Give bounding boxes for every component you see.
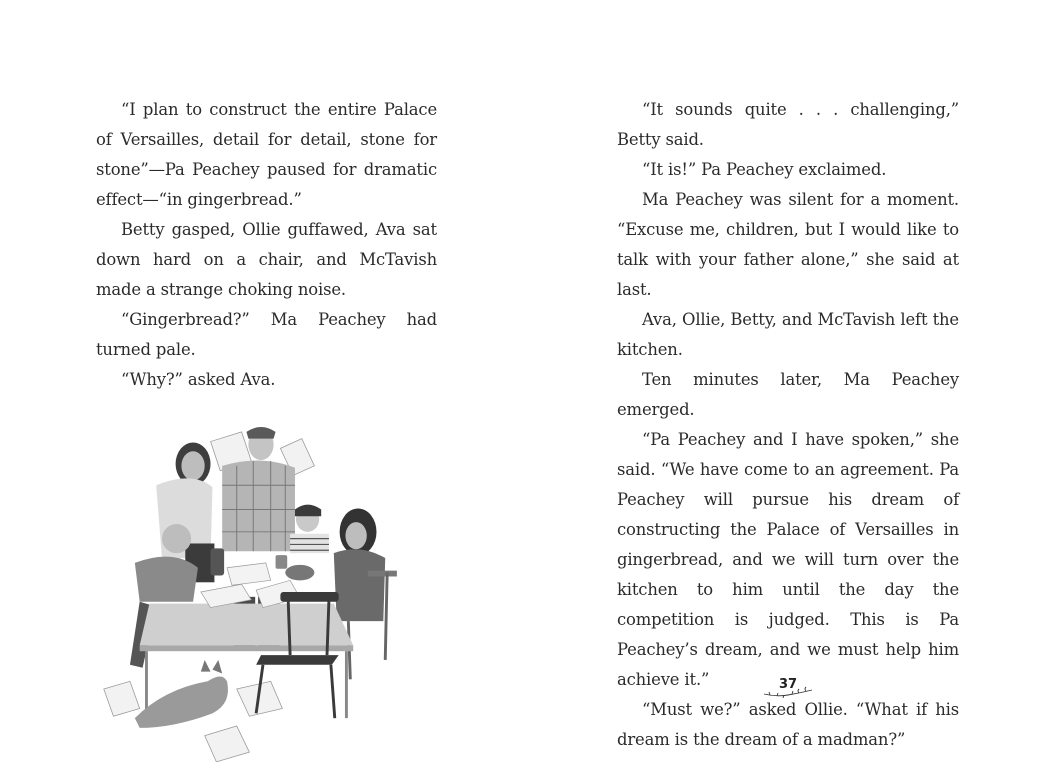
paragraph: “Gingerbread?” Ma Peachey had turned pale. [96, 310, 437, 359]
paragraph: “Why?” asked Ava. [121, 370, 276, 389]
woman-seated [334, 509, 397, 680]
paragraph: Ava, Ollie, Betty, and McTavish left the kitchen. [617, 310, 959, 359]
paragraph: Ma Peachey was silent for a moment. “Excuse me, children, but I would like to talk with your father alone,” she said at last. [617, 190, 959, 299]
paragraph: “It is!” Pa Peachey exclaimed. [642, 160, 887, 179]
dog-mctavish [135, 660, 228, 728]
left-page [96, 95, 437, 395]
paragraph: “Must we?” asked Ollie. “What if his dream is the dream of a madman?” [617, 700, 959, 749]
paragraph: “I plan to construct the entire Palace of Versailles, detail for detail, stone for stone”—Pa Peachey paused for dramatic effect—“in gingerbread.” [96, 100, 437, 209]
paragraph: “It sounds quite . . . challenging,” Betty said. [617, 100, 959, 149]
right-page [617, 95, 959, 755]
vine-ornament-icon [762, 686, 814, 698]
page-number: 37 [778, 677, 798, 692]
paragraph: “Pa Peachey and I have spoken,” she said. “We have come to an agreement. Pa Peachey will pursue his dream of constructing the Palace of Versailles in gingerbread, and we will turn over the kitchen to him until the day the competition is judged. This is Pa Peachey’s dream, and we must help him achieve it.” [617, 430, 959, 689]
girl-striped-shirt [290, 505, 329, 554]
paragraph: Betty gasped, Ollie guffawed, Ava sat down hard on a chair, and McTavish made a strange choking noise. [96, 220, 437, 299]
paragraph: Ten minutes later, Ma Peachey emerged. [617, 370, 959, 419]
family-kitchen-illustration [96, 422, 426, 762]
